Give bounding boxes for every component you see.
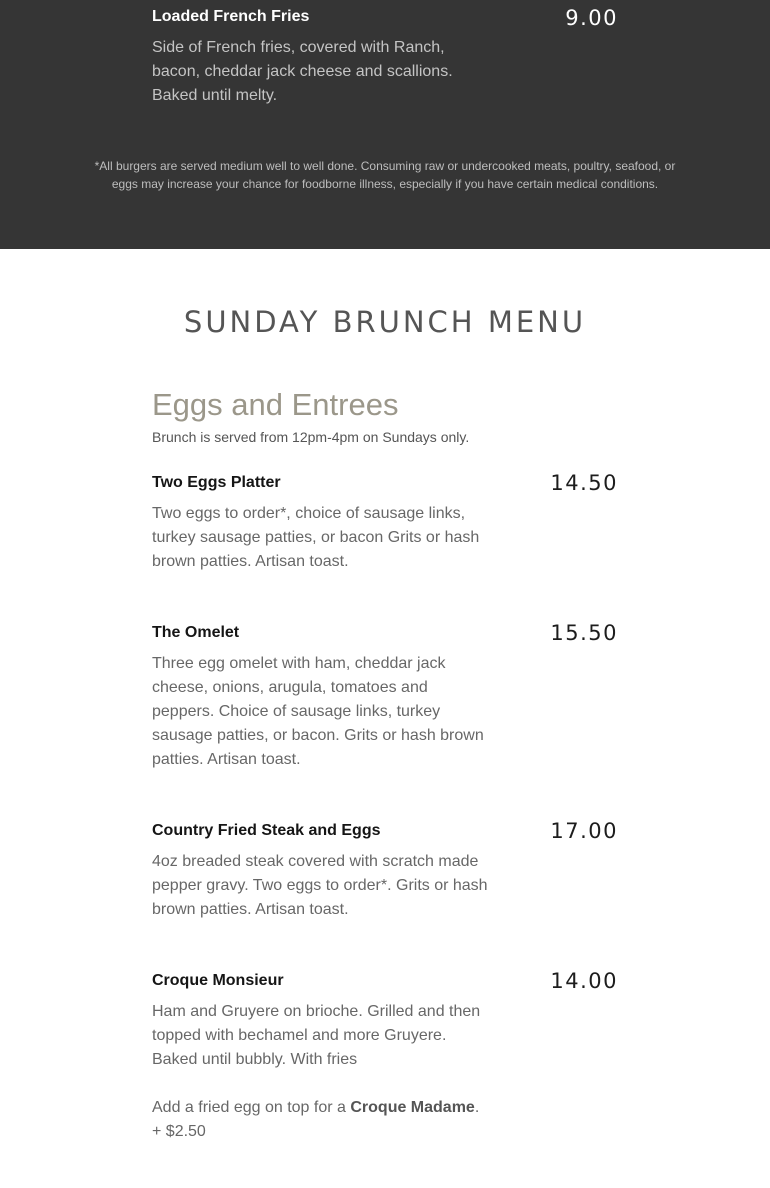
item-price: 9.00	[565, 6, 618, 30]
item-name: Two Eggs Platter	[152, 474, 281, 491]
item-description: Side of French fries, covered with Ranch, bacon, cheddar jack cheese and scallions. Baked until melty.	[152, 39, 453, 104]
food-safety-disclaimer: *All burgers are served medium well to well done. Consuming raw or undercooked meats, poultry, seafood, or eggs may increase your chance for foodborne illness, especially if you have certain medical conditions.	[94, 159, 676, 191]
item-addon-note	[152, 1096, 492, 1144]
menu-title: SUNDAY BRUNCH MENU	[183, 305, 587, 339]
section-title: Eggs and Entrees	[152, 387, 399, 422]
item-price: 14.50	[550, 471, 618, 495]
item-price: 14.00	[550, 969, 618, 993]
item-name: The Omelet	[152, 624, 240, 641]
item-description: Two eggs to order*, choice of sausage links, turkey sausage patties, or bacon Grits or hash brown patties. Artisan toast.	[152, 505, 480, 570]
lunch-menu-section	[0, 0, 770, 249]
item-price: 17.00	[550, 819, 618, 843]
addon-bold: Croque Madame	[350, 1099, 475, 1116]
addon-suffix: . + $2.50	[152, 1099, 480, 1140]
brunch-menu-section	[0, 249, 770, 1188]
item-description: Three egg omelet with ham, cheddar jack cheese, onions, arugula, tomatoes and peppers. Choice of sausage links, turkey sausage patties, or bacon. Grits or hash brown patties. Artisan toast.	[152, 655, 484, 768]
item-price: 15.50	[550, 621, 618, 645]
item-name: Country Fried Steak and Eggs	[152, 822, 381, 839]
item-name: Croque Monsieur	[152, 972, 284, 989]
item-name: Loaded French Fries	[152, 8, 310, 25]
item-description: Ham and Gruyere on brioche. Grilled and then topped with bechamel and more Gruyere. Baked until bubbly. With fries	[152, 1003, 481, 1068]
section-note: Brunch is served from 12pm-4pm on Sundays only.	[152, 429, 470, 445]
addon-prefix: Add a fried egg on top for a	[152, 1099, 351, 1116]
item-description: 4oz breaded steak covered with scratch made pepper gravy. Two eggs to order*. Grits or hash brown patties. Artisan toast.	[152, 853, 488, 918]
